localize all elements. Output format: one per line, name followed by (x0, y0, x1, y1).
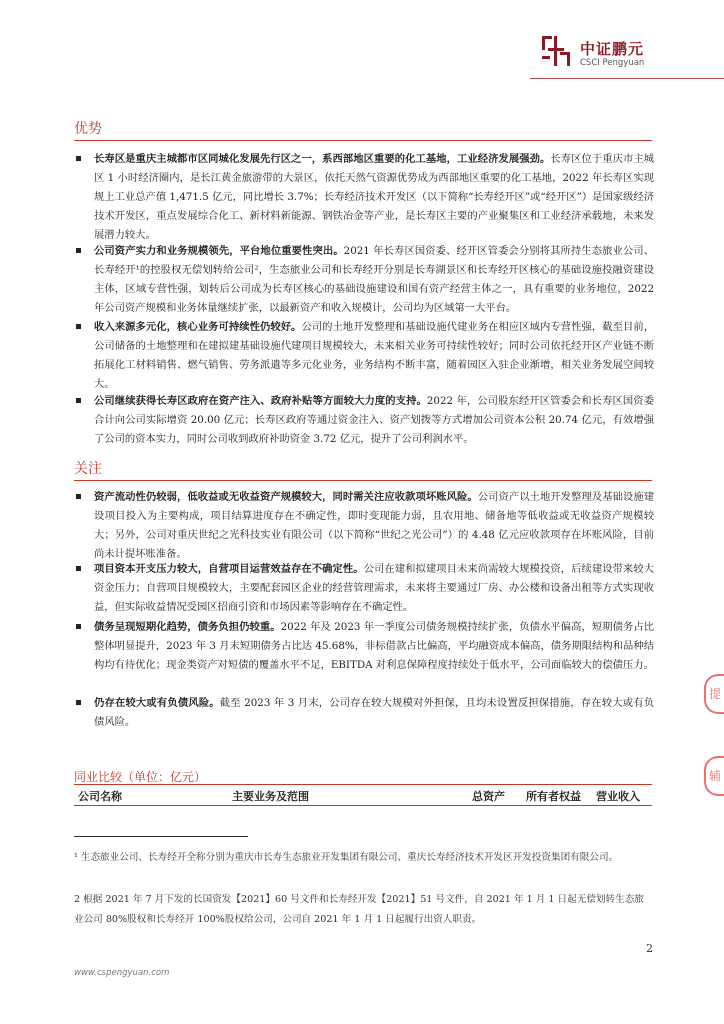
list-item (74, 618, 654, 675)
column-header: 营业收入 (596, 790, 640, 803)
section-title-advantages: 优势 (74, 121, 102, 137)
footnote: 2 根据 2021 年 7 月下发的长国资发【2021】60 号文件和长寿经开发【2021】51 号文件，自 2021 年 1 月 1 日起无偿划转生态旅业公司 80%股权和长寿经开 100%股权给公司，公司自 2021 年 1 月 1 日起履行出资人职责。 (74, 894, 644, 925)
section-rule (74, 140, 652, 141)
table-header-row (74, 784, 652, 806)
side-stamp: 提 (704, 674, 724, 714)
footnote-rule (74, 836, 248, 837)
bullet-text: 公司资产以土地开发整理及基础设施建设项目投入为主要构成，项目结算进度存在不确定性，即时变现能力弱，且农用地、储备地等低收益或无收益资产规模较大；另外，公司对重庆世纪之光科技实业有限公司（以下简称“世纪之光公司”）的 4.48 亿元应收款项存在坏账风险，目前尚未计提坏账准备。 (94, 491, 655, 560)
bullet-heading: 收入来源多元化，核心业务可持续性仍较好。 (94, 321, 302, 333)
footnote: ¹ 生态旅业公司、长寿经开全称分别为重庆市长寿生态旅业开发集团有限公司、重庆长寿经济技术开发区开发投资集团有限公司。 (74, 852, 619, 863)
bullet-icon (76, 248, 81, 253)
bullet-heading: 仍存在较大或有负债风险。 (94, 697, 220, 709)
bullet-icon (76, 398, 81, 403)
bullet-icon (76, 324, 81, 329)
bullet-heading: 长寿区是重庆主城都市区同城化发展先行区之一，系西部地区重要的化工基地，工业经济发展强劲。 (94, 153, 551, 165)
bullet-text: 2022 年，公司股东经开区管委会和长寿区国资委合计向公司实际增资 20.00 亿元；长寿区政府等通过资金注入、资产划拨等方式增加公司资本公积 20.74 亿元，有效增强了公司的资本实力，同时公司收到政府补助资金 3.72 亿元，提升了公司利润水平。 (94, 395, 654, 445)
bullet-text: 长寿区位于重庆市主城区 1 小时经济圈内，是长江黄金旅游带的大景区，依托天然气资源优势成为西部地区重要的化工基地，2022 年长寿区实现规上工业总产值 1,471.5 亿元，同比增长 3.7%；长寿经济技术开发区（以下简称“长寿经开区”或“经开区”）是国家级经济技术开发区，重点发展综合化工、新材料新能源、钢铁冶金等产业，是长寿区主要的产业聚集区和工业经济承载地，未来发展潜力较大。 (94, 153, 655, 241)
list-item (74, 150, 654, 245)
bullet-icon (76, 700, 81, 705)
bullet-text: 公司在建和拟建项目未来尚需较大规模投资，后续建设带来较大资金压力；自营项目规模较大，主要配套园区企业的经营管理需求，未来将主要通过厂房、办公楼和设备出租等方式实现收益，但实际收益情况受园区招商引资和市场因素等影响存在不确定性。 (94, 563, 655, 613)
bullet-text: 截至 2023 年 3 月末，公司存在较大规模对外担保，且均未设置反担保措施，存在较大或有负债风险。 (94, 697, 654, 728)
bullet-heading: 项目资本开支压力较大，自营项目运营效益存在不确定性。 (94, 563, 364, 575)
page-number: 2 (646, 942, 653, 955)
section-title-concerns: 关注 (74, 461, 102, 477)
bullet-heading: 公司资产实力和业务规模领先，平台地位重要性突出。 (94, 245, 344, 257)
bullet-text: 2021 年长寿区国资委、经开区管委会分别将其所持生态旅业公司、长寿经开¹的控股权无偿划转给公司²，生态旅业公司和长寿经开分别是长寿湖景区和长寿经开区核心的基础设施投融资建设主体，区域专营性强，划转后公司成为长寿区核心的基础设施建设和国有资产经营主体之一，具有重要的业务地位，2022 年公司资产规模和业务体量继续扩张，以最新资产和收入规模计，公司均为区域第一大平台。 (94, 245, 654, 314)
bullet-heading: 资产流动性仍较弱，低收益或无收益资产规模较大，同时需关注应收款项坏账风险。 (94, 491, 478, 503)
bullet-text: 2022 年及 2023 年一季度公司债务规模持续扩张，负债水平偏高，短期债务占比整体明显提升，2023 年 3 月末短期债务占比达 45.68%，非标借款占比偏高，平均融资成本偏高，债务期限结构和品种结构均有待优化；现金类资产对短债的覆盖水平不足，EBITDA 对利息保障程度持续处于低水平，公司面临较大的偿债压力。 (94, 621, 654, 671)
logo-text-en: CSCI Pengyuan (580, 58, 645, 68)
list-item (74, 242, 654, 318)
bullet-text: 公司的土地开发整理和基础设施代建业务在相应区域内专营性强，截至目前，公司储备的土地整理和在建拟建基础设施代建项目规模较大，未来相关业务可持续性较好；同时公司依托经开区产业链不断拓展化工材料销售、燃气销售、劳务派遣等多元化业务，业务结构不断丰富，随着园区入驻企业渐增，相关业务发展空间较大。 (94, 321, 655, 390)
footer-url: www.cspengyuan.com (74, 968, 170, 978)
bullet-icon (76, 624, 81, 629)
company-logo-icon (540, 34, 572, 68)
list-item (74, 560, 654, 617)
list-item (74, 318, 654, 394)
list-item (74, 694, 654, 732)
logo-text-cn: 中证鹏元 (580, 40, 645, 58)
bullet-icon (76, 156, 81, 161)
section-rule (74, 480, 652, 481)
column-header: 总资产 (472, 790, 505, 803)
side-stamp: 辅 (704, 756, 724, 796)
bullet-icon (76, 566, 81, 571)
list-item (74, 488, 654, 564)
column-header: 公司名称 (78, 790, 122, 803)
list-item (74, 392, 654, 449)
column-header: 主要业务及范围 (232, 790, 309, 803)
column-header: 所有者权益 (526, 790, 581, 803)
table-title: 同业比较（单位：亿元） (74, 770, 207, 784)
bullet-heading: 公司继续获得长寿区政府在资产注入、政府补贴等方面较大力度的支持。 (94, 395, 427, 407)
header-rule (530, 78, 724, 79)
bullet-icon (76, 494, 81, 499)
bullet-heading: 债务呈现短期化趋势，债务负担仍较重。 (94, 621, 281, 633)
